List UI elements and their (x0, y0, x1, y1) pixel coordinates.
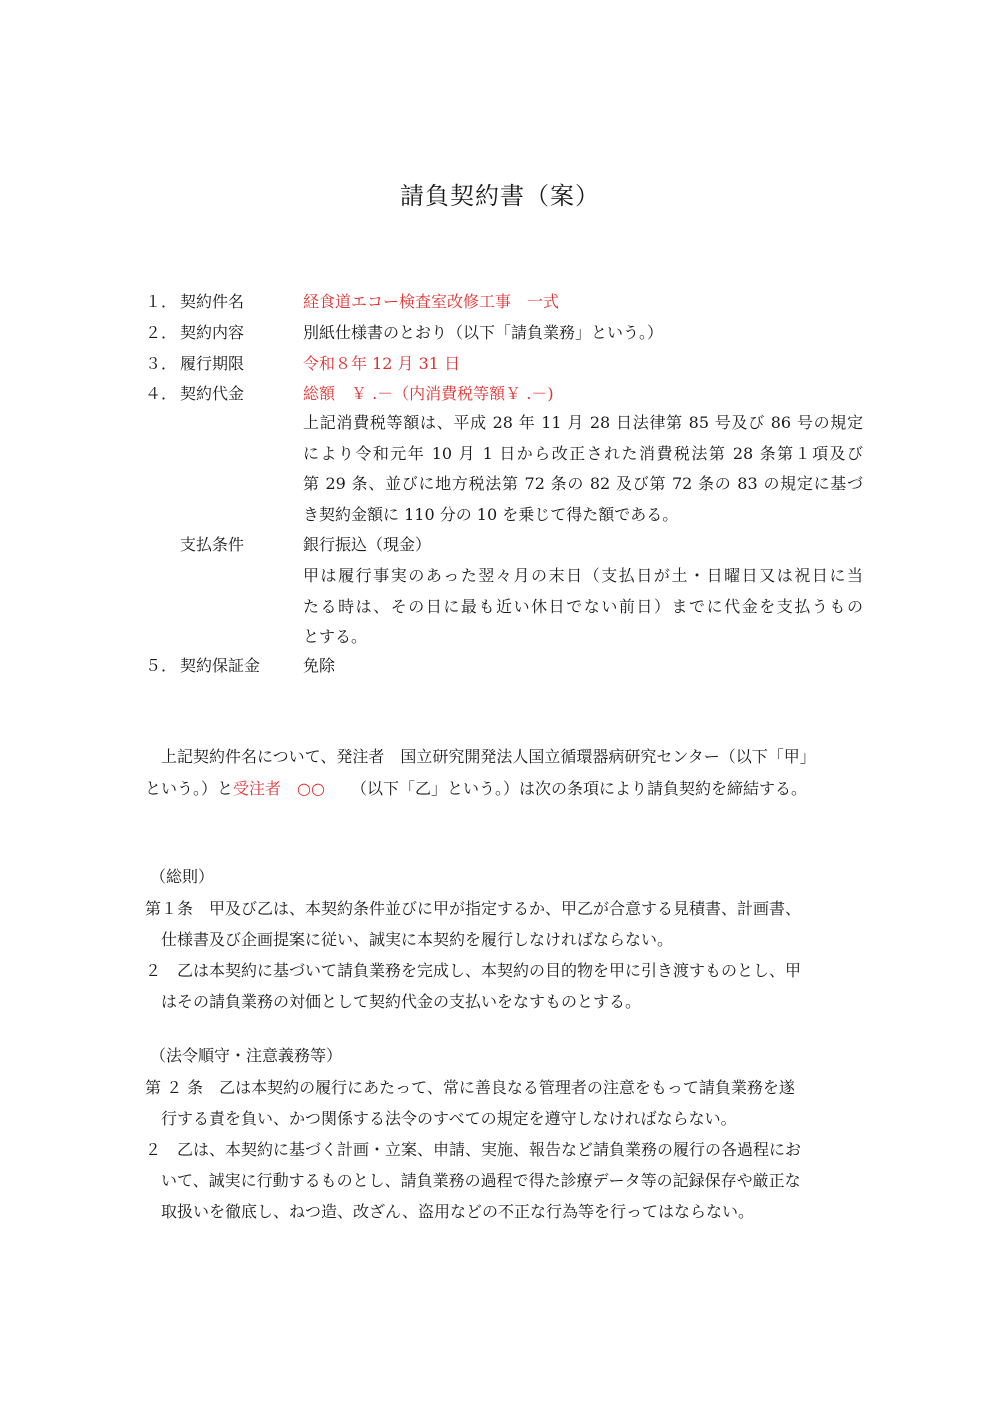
article-2 (145, 1072, 860, 1227)
item-value: 令和８年 12 月 31 日 (303, 354, 461, 373)
item-label: 契約代金 (180, 384, 245, 403)
item-label: 契約保証金 (180, 656, 261, 675)
item-label: 契約内容 (180, 323, 245, 342)
article-line: 第１条 甲及び乙は、本契約条件並びに甲が指定するか、甲乙が合意する見積書、計画書、 (145, 899, 802, 918)
preamble-line (145, 773, 860, 805)
document-title: 請負契約書（案） (400, 182, 600, 210)
article-1 (145, 893, 860, 1017)
article-line: いて、誠実に行動するものとし、請負業務の過程で得た診療データ等の記録保存や厳正な (161, 1171, 801, 1190)
item-number: ４． (145, 384, 178, 403)
item-security-deposit (0, 651, 1000, 681)
tax-note (303, 408, 863, 530)
payment-note (303, 561, 863, 653)
item-label: 履行期限 (180, 354, 245, 373)
tax-note-line: により令和元年 10 月 1 日から改正された消費税法第 28 条第１項及び (303, 443, 863, 463)
item-label: 契約件名 (180, 292, 245, 311)
item-contract-name (0, 287, 1000, 317)
article-line: 第 ２ 条 乙は本契約の履行にあたって、常に善良なる管理者の注意をもって請負業務を遂 (145, 1078, 795, 1097)
item-value: 経食道エコー検査室改修工事 一式 (303, 292, 560, 311)
tax-note-line: 上記消費税等額は、平成 28 年 11 月 28 日法律第 85 号及び 86 号の規定 (303, 413, 863, 432)
item-contract-price (0, 379, 1000, 409)
item-value: 別紙仕様書のとおり（以下「請負業務」という。） (303, 323, 664, 342)
item-value: 銀行振込（現金） (303, 535, 432, 554)
item-number: ３． (145, 354, 178, 373)
preamble (145, 741, 860, 805)
payment-note-line: 甲は履行事実のあった翌々月の末日（支払日が土・日曜日又は祝日に当 (303, 566, 863, 585)
tax-note-line: き契約金額に 110 分の 10 を乗じて得た額である。 (303, 504, 679, 524)
item-value: 総額 ￥ .－（内消費税等額￥ .－) (303, 384, 554, 403)
item-payment-terms (0, 530, 1000, 560)
article-line: 仕様書及び企画提案に従い、誠実に本契約を履行しなければならない。 (161, 930, 674, 949)
item-label: 支払条件 (180, 535, 245, 554)
article-line: ２ 乙は本契約に基づいて請負業務を完成し、本契約の目的物を甲に引き渡すものとし、甲 (145, 961, 802, 980)
article-line: はその請負業務の対価として契約代金の支払いをなすものとする。 (161, 992, 642, 1011)
article-line: 行する責を負い、かつ関係する法令のすべての規定を遵守しなければならない。 (161, 1109, 737, 1128)
payment-note-line: とする。 (303, 627, 368, 646)
preamble-text: という。）と (145, 779, 234, 798)
item-deadline (0, 349, 1000, 379)
item-number: １． (145, 292, 178, 311)
payment-note-line: たる時は、その日に最も近い休日でない前日）までに代金を支払うもの (303, 596, 863, 616)
article-heading: （法令順守・注意義務等） (150, 1046, 343, 1065)
tax-note-line: 第 29 条、並びに地方税法第 72 条の 82 及び第 72 条の 83 の規定に基づ (303, 474, 863, 493)
item-number: ２． (145, 323, 178, 342)
article-heading: （総則） (150, 867, 215, 886)
article-line: ２ 乙は、本契約に基づく計画・立案、申請、実施、報告など請負業務の履行の各過程にお (145, 1140, 802, 1159)
preamble-text: （以下「乙」という。）は次の条項により請負契約を締結する。 (350, 779, 807, 798)
article-line: 取扱いを徹底し、ねつ造、改ざん、盗用などの不正な行為等を行ってはならない。 (161, 1202, 754, 1221)
preamble-line: 上記契約件名について、発注者 国立研究開発法人国立循環器病研究センター（以下「甲」 (161, 747, 816, 766)
item-number: ５． (145, 656, 178, 675)
contractor-name: 受注者 ○○ (233, 779, 325, 798)
item-value: 免除 (303, 656, 336, 675)
item-contract-content (0, 318, 1000, 348)
